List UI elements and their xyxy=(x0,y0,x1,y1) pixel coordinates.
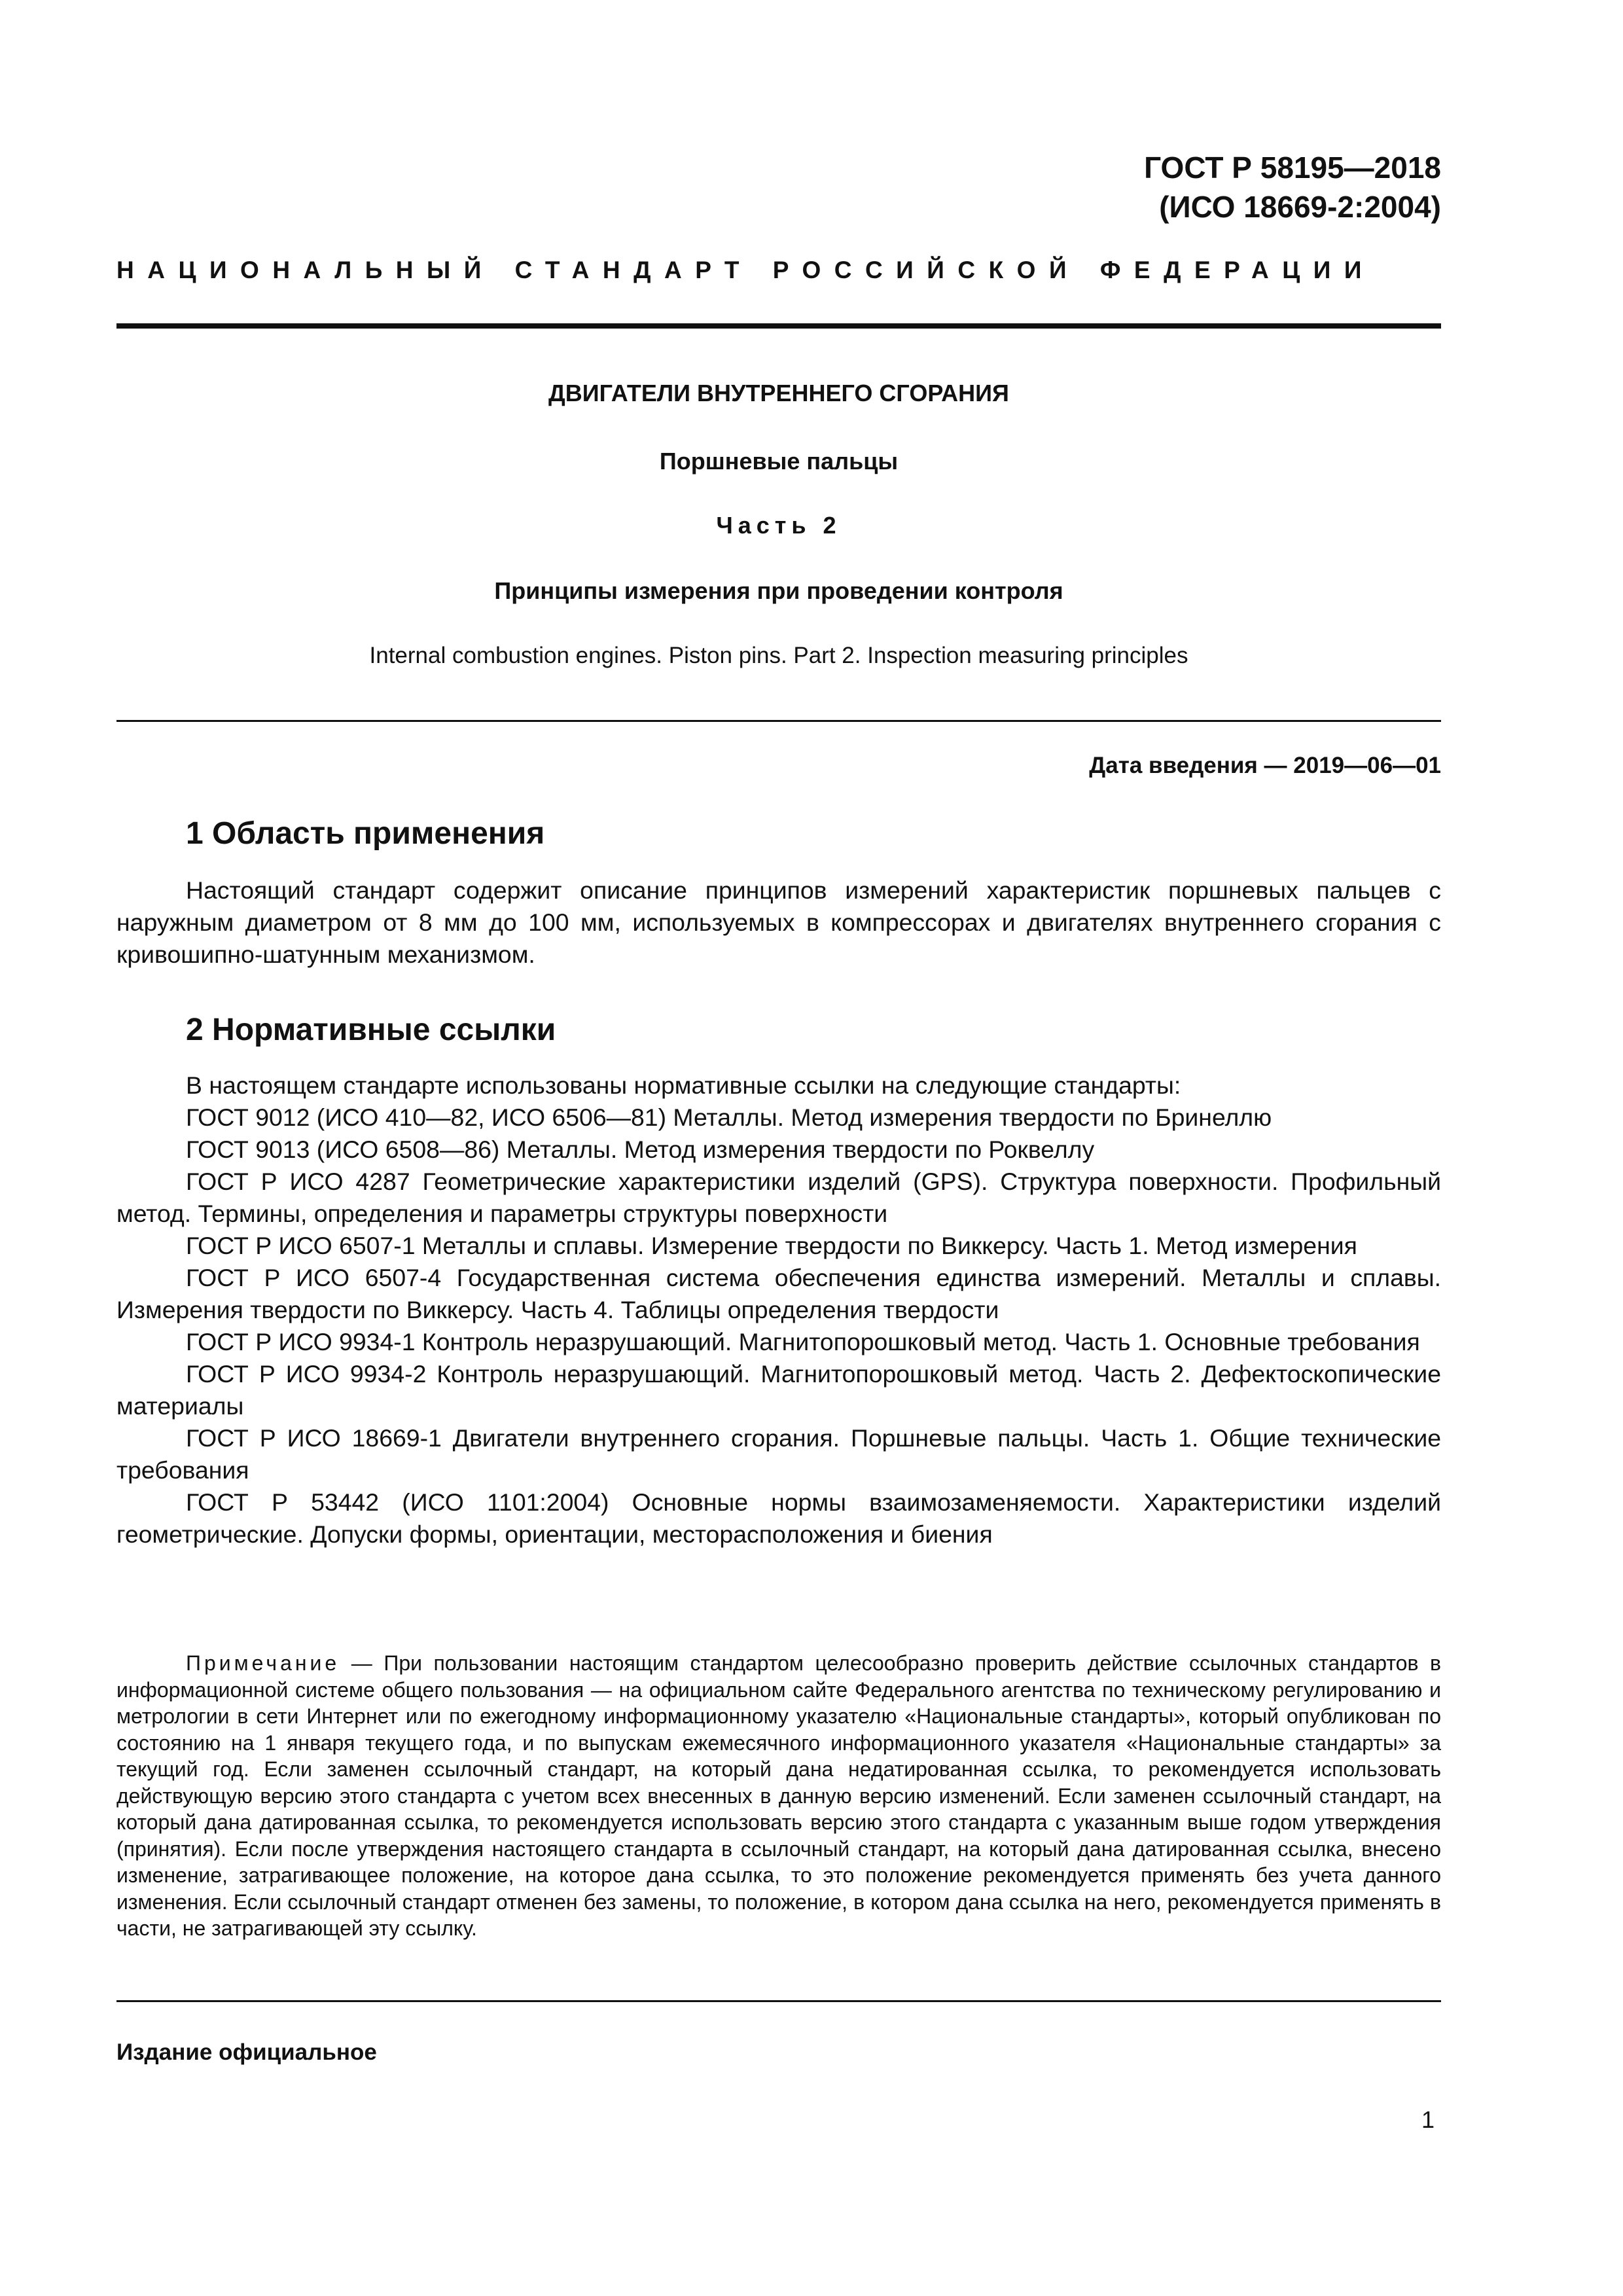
references-intro: В настоящем стандарте использованы нормативные ссылки на следующие стандарты: xyxy=(186,1071,1181,1099)
reference-item: ГОСТ 9013 (ИСО 6508—86) Металлы. Метод измерения твердости по Роквеллу xyxy=(186,1136,1095,1163)
section-2-body xyxy=(116,1069,1441,1551)
official-edition-label: Издание официальное xyxy=(116,2039,377,2065)
title-rule xyxy=(116,720,1441,722)
section-1-paragraph: Настоящий стандарт содержит описание принципов измерений характеристик поршневых пальцев с наружным диаметром от 8 мм до 100 мм, используемых в компрессорах и двигателях внутреннего сгорания с кривошипно-шатунным механизмом. xyxy=(116,876,1441,968)
reference-item: ГОСТ 9012 (ИСО 410—82, ИСО 6506—81) Металлы. Метод измерения твердости по Бринеллю xyxy=(186,1103,1272,1131)
title-english: Internal combustion engines. Piston pins. Part 2. Inspection measuring principles xyxy=(369,643,1188,668)
section-1-body xyxy=(116,874,1441,971)
footer-rule xyxy=(116,2000,1441,2002)
standard-number: ГОСТ Р 58195—2018 xyxy=(1144,151,1441,185)
reference-item: ГОСТ Р ИСО 18669-1 Двигатели внутреннего сгорания. Поршневые пальцы. Часть 1. Общие технические требования xyxy=(116,1424,1441,1484)
reference-item: ГОСТ Р ИСО 6507-1 Металлы и сплавы. Измерение твердости по Виккерсу. Часть 1. Метод измерения xyxy=(186,1232,1357,1259)
references-note xyxy=(116,1650,1441,1942)
note-label: Примечание xyxy=(186,1651,340,1675)
national-standard-line: НАЦИОНАЛЬНЫЙ СТАНДАРТ РОССИЙСКОЙ ФЕДЕРАЦИИ xyxy=(116,257,1375,283)
reference-item: ГОСТ Р ИСО 4287 Геометрические характеристики изделий (GPS). Структура поверхности. Профильный метод. Термины, определения и параметры структуры поверхности xyxy=(116,1168,1441,1227)
reference-item: ГОСТ Р ИСО 9934-1 Контроль неразрушающий. Магнитопорошковый метод. Часть 1. Основные требования xyxy=(186,1328,1420,1355)
title-part-name: Принципы измерения при проведении контроля xyxy=(494,577,1063,604)
standard-header xyxy=(1144,148,1441,226)
section-2-heading: 2 Нормативные ссылки xyxy=(186,1013,556,1047)
title-sub: Поршневые пальцы xyxy=(659,448,899,475)
section-1-heading: 1 Область применения xyxy=(186,816,545,851)
introduction-date: Дата введения — 2019—06—01 xyxy=(1089,753,1441,778)
title-main: ДВИГАТЕЛИ ВНУТРЕННЕГО СГОРАНИЯ xyxy=(548,380,1009,406)
note-text: — При пользовании настоящим стандартом целесообразно проверить действие ссылочных стандартов в информационной системе общего пользования — на официальном сайте Федерального агентства по техническому регулированию и метрологии в сети Интернет или по ежегодному информационному указателю «Национальные стандарты», который опубликован по состоянию на 1 января текущего года, и по выпускам ежемесячного информационного указателя «Национальные стандарты» за текущий год. Если заменен ссылочный стандарт, на который дана недатированная ссылка, то рекомендуется использовать действующую версию этого стандарта с учетом всех внесенных в данную версию изменений. Если заменен ссылочный стандарт, на который дана датированная ссылка, то рекомендуется использовать версию этого стандарта с указанным выше годом утверждения (принятия). Если после утверждения настоящего стандарта в ссылочный стандарт, на который дана датированная ссылка, внесено изменение, затрагивающее положение, на которое дана ссылка, то это положение рекомендуется применять без учета данного изменения. Если ссылочный стандарт отменен без замены, то положение, в котором дана ссылка на него, рекомендуется применять в части, не затрагивающей эту ссылку. xyxy=(116,1651,1441,1940)
iso-number: (ИСО 18669-2:2004) xyxy=(1159,190,1441,224)
header-rule xyxy=(116,323,1441,329)
reference-item: ГОСТ Р ИСО 6507-4 Государственная система обеспечения единства измерений. Металлы и сплавы. Измерения твердости по Виккерсу. Часть 4. Таблицы определения твердости xyxy=(116,1264,1441,1323)
reference-item: ГОСТ Р ИСО 9934-2 Контроль неразрушающий. Магнитопорошковый метод. Часть 2. Дефектоскопические материалы xyxy=(116,1360,1441,1420)
title-part: Часть 2 xyxy=(716,512,842,539)
page-number: 1 xyxy=(1421,2106,1435,2133)
reference-item: ГОСТ Р 53442 (ИСО 1101:2004) Основные нормы взаимозаменяемости. Характеристики изделий геометрические. Допуски формы, ориентации, месторасположения и биения xyxy=(116,1488,1441,1548)
